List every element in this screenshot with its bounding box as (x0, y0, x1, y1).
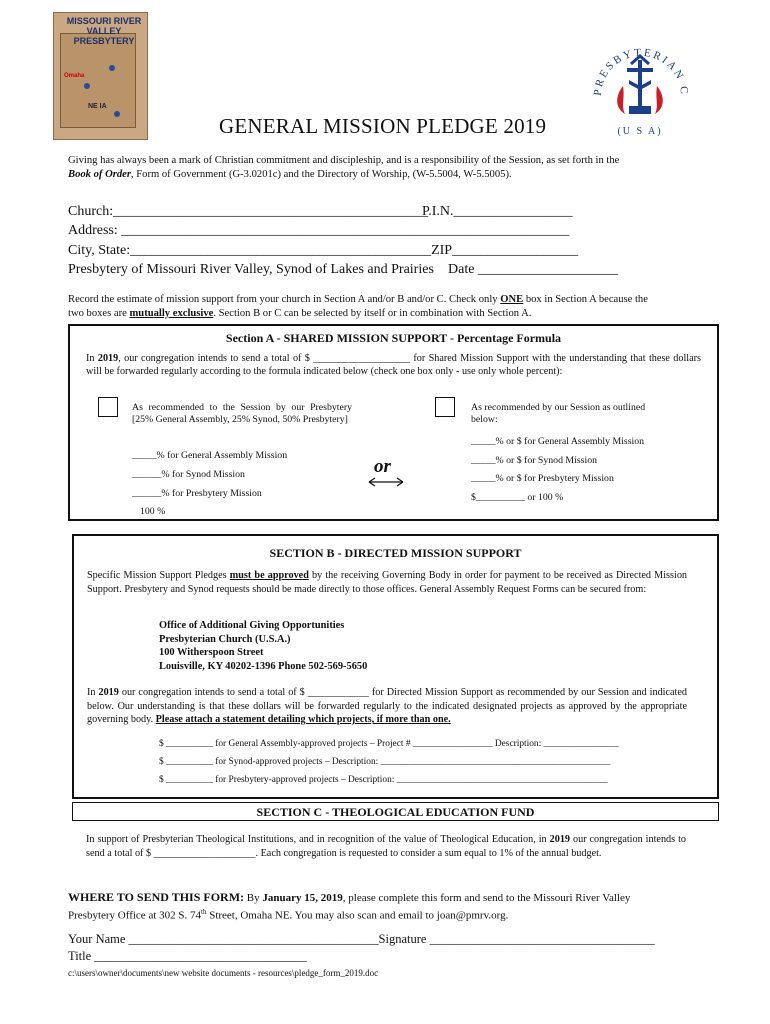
where-heading: WHERE TO SEND THIS FORM: (68, 890, 245, 904)
intro-paragraph (68, 154, 718, 181)
section-b-text-part: In (87, 687, 99, 698)
file-path: c:\users\owner\documents\new website documents - resources\pledge_form_2019.doc (68, 968, 379, 978)
instructions (68, 293, 718, 320)
right-option-item: _____% or $ for General Assembly Mission (471, 436, 645, 447)
section-b-year: 2019 (98, 687, 119, 698)
section-a-year: 2019 (97, 353, 119, 364)
date-label: Date _____ (448, 262, 513, 277)
deadline: January 15, 2019 (262, 892, 343, 904)
section-c-text (86, 833, 686, 860)
ga-office-address (159, 619, 367, 673)
instructions-text: two boxes are (68, 307, 130, 319)
left-option-item: ______% for Presbytery Mission (132, 488, 262, 499)
right-option-item: _____% or $ for Synod Mission (471, 455, 598, 466)
map-city-marker (84, 83, 90, 89)
mutually-exclusive: mutually exclusive (129, 307, 214, 319)
presbytery-line: Presbytery of Missouri River Valley, Synod of Lakes and Prairies (68, 262, 434, 277)
right-option-desc: As recommended by our Session as outlined below: (471, 402, 646, 425)
name-signature-field[interactable]: Your Name ________________________________________Signature ____________________________________ (68, 932, 655, 946)
date-field[interactable] (448, 260, 618, 280)
section-b-text (87, 569, 687, 596)
instructions-text: Record the estimate of mission support from your church in Section A and/or B and/or C. Check only (68, 294, 501, 305)
section-b-text-part: Specific Mission Support Pledges (87, 570, 230, 581)
footer-text: , please complete this form and send to the Missouri River Valley (342, 892, 631, 904)
pcusa-logo (585, 34, 695, 144)
double-arrow-icon (366, 476, 406, 488)
section-b-text-part: our congregation intends to send a total of $ ____________ for Directed Mission Support as recommended by our Session and indicated below. Our understanding is that these dollars will be forwarded regularly to the indicated designated projects as approved by the appropriate governing body. (87, 687, 687, 725)
date-line: _______________ (512, 262, 618, 277)
presbytery-project-line[interactable]: $ __________ for Presbytery-approved projects – Description: _____________________________________________ (159, 775, 608, 785)
address-field[interactable]: Address: ________________________________________________________________ (68, 223, 570, 238)
map-city-marker (114, 111, 120, 117)
book-of-order: Book of Order (68, 168, 131, 180)
intro-line: Giving has always been a mark of Christian commitment and discipleship, and is a responsibility of the Session, as set forth in the (68, 155, 620, 166)
pin-field[interactable]: P.I.N._________________ (422, 204, 573, 219)
left-option-item: _____% for General Assembly Mission (132, 450, 288, 461)
footer-text: Presbytery Office at 302 S. 74 (68, 909, 201, 922)
logo-abbrev: (U S A) (617, 126, 663, 137)
title-field[interactable]: Title __________________________________ (68, 949, 307, 963)
section-b-text-2 (87, 686, 687, 727)
or-label: or (374, 456, 391, 477)
map-city-marker (109, 65, 115, 71)
section-c-text-part: our congregation intends to send a total of $ ____________________. Each congregation is requested to consider a sum equal to 1% of the annual budget. (86, 834, 686, 859)
left-option-total: 100 % (140, 506, 166, 517)
address-line: Louisville, KY 40202-1396 Phone 502-569-5650 (159, 660, 368, 672)
address-line: Presbyterian Church (U.S.A.) (159, 633, 291, 645)
page-title: GENERAL MISSION PLEDGE 2019 (219, 114, 547, 138)
map-label: MISSOURI RIVER VALLEY PRESBYTERY (66, 16, 142, 46)
right-option-item: _____% or $ for Presbytery Mission (471, 473, 614, 484)
footer-text: By (244, 892, 263, 904)
address-line: 100 Witherspoon Street (159, 647, 264, 658)
attach-statement-note: Please attach a statement detailing which projects, if more than one. (155, 714, 451, 725)
map-region (60, 33, 136, 128)
church-field[interactable]: Church:_____________________________________________ (68, 204, 429, 219)
right-option-total: $__________ or 100 % (471, 492, 564, 503)
section-a-text-part: , our congregation intends to send a total of $ ___________________ for Shared Mission Support with the understanding that these dollars will be forwarded regularly according to the formula indicated below (check one box only - use only whole percent): (86, 353, 701, 377)
address-line: Office of Additional Giving Opportunities (159, 620, 345, 631)
footer-superscript: th (201, 908, 207, 916)
section-c-text-part: In support of Presbyterian Theological Institutions, and in recognition of the value of Theological Education, in (86, 834, 550, 845)
left-option-desc: As recommended to the Session by our Presbytery [25% General Assembly, 25% Synod, 50% Presbytery] (132, 402, 352, 425)
instructions-one: ONE (500, 294, 524, 305)
section-a-box (68, 324, 719, 521)
section-a-heading: Section A - SHARED MISSION SUPPORT - Percentage Formula (225, 331, 562, 345)
section-c-heading: SECTION C - THEOLOGICAL EDUCATION FUND (256, 805, 535, 819)
presbytery-map-logo (53, 12, 148, 140)
presbytery-formula-checkbox[interactable] (98, 397, 118, 417)
synod-project-line[interactable]: $ __________ for Synod-approved projects – Description: _________________________________________________ (159, 757, 611, 767)
map-red-label: Omaha (64, 73, 85, 79)
must-be-approved: must be approved (229, 570, 309, 581)
session-formula-checkbox[interactable] (435, 397, 455, 417)
where-to-send (68, 890, 718, 923)
ga-project-line[interactable]: $ __________ for General Assembly-approved projects – Project # _________________ Description: ________________ (159, 739, 619, 749)
left-option-item: ______% for Synod Mission (132, 469, 245, 480)
section-b-text-part: by the receiving Governing Body in order for payment to be received as Directed Mission Support. Presbytery and Synod requests should be made directly to those offices. General Assembly Request Forms can be secured from: (87, 570, 688, 595)
map-state-label: NE IA (88, 103, 107, 110)
section-c-year: 2019 (549, 834, 570, 845)
footer-text: Street, Omaha NE. You may also scan and email to joan@pmrv.org. (206, 909, 509, 922)
section-a-text-part: In (86, 353, 98, 364)
intro-line: , Form of Government (G-3.0201c) and the Directory of Worship, (W-5.5004, W-5.5005). (130, 168, 512, 180)
instructions-text: . Section B or C can be selected by itself or in combination with Section A. (213, 307, 532, 319)
section-a-text (86, 352, 701, 378)
logo-ring-text: PRESBYTERIAN C (591, 46, 691, 97)
section-b-box (72, 534, 719, 799)
city-state-zip-field[interactable]: City, State:___________________________________________ZIP__________________ (68, 243, 579, 258)
instructions-text: box in Section A because the (523, 294, 648, 305)
pcusa-seal-icon (585, 34, 695, 144)
section-c-heading-box (72, 802, 719, 821)
section-b-heading: SECTION B - DIRECTED MISSION SUPPORT (269, 546, 522, 560)
